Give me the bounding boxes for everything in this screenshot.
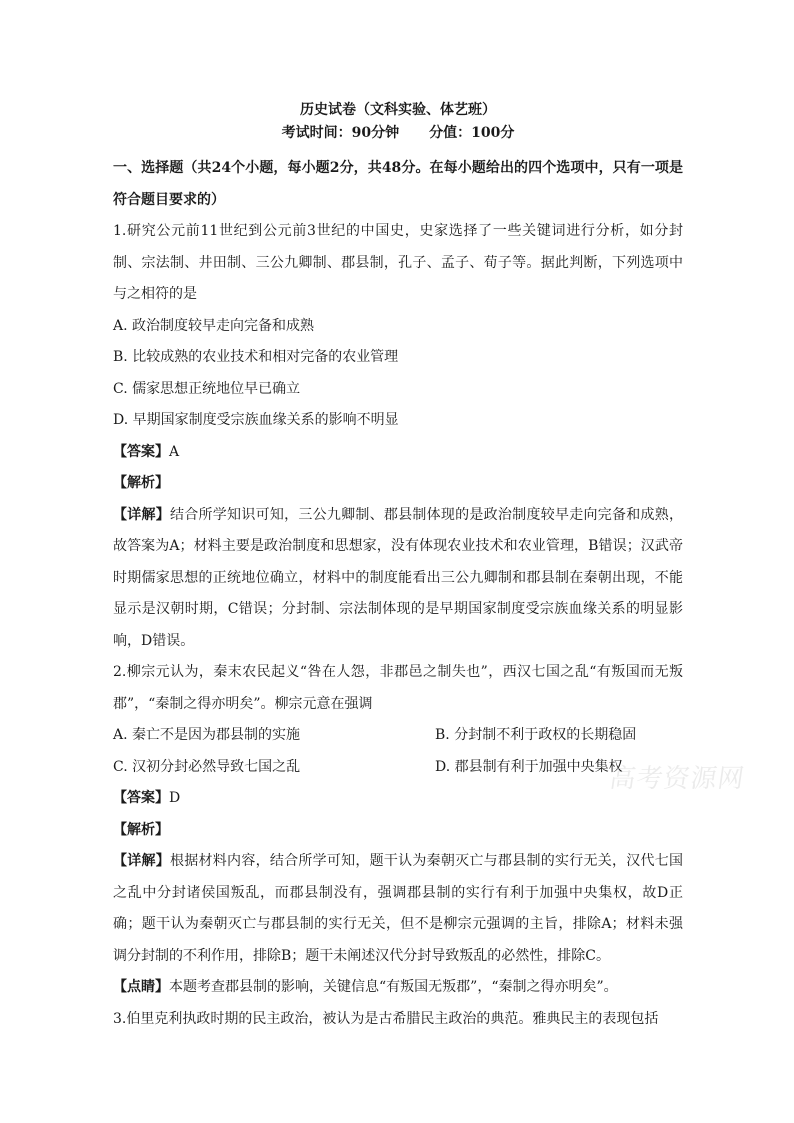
q1-answer-label: 【答案】 xyxy=(113,443,169,460)
q2-options-row-1 xyxy=(113,720,683,752)
q1-detail-text: 结合所学知识可知，三公九卿制、郡县制体现的是政治制度较早走向完备和成熟，故答案为A；材料主要是政治制度和思想家，没有体现农业技术和农业管理，B错误；汉武帝时期儒家思想的正统地位确立，材料中的制度能看出三公九卿制和郡县制在秦朝出现，不能显示是汉朝时期，C错误；分封制、宗法制体现的是早期国家制度受宗族血缘关系的明显影响，D错误。 xyxy=(113,506,684,649)
q1-detail xyxy=(113,500,683,658)
q1-stem: 1.研究公元前11世纪到公元前3世纪的中国史，史家选择了一些关键词进行分析，如分封制、宗法制、井田制、三公九卿制、郡县制，孔子、孟子、荀子等。据此判断，下列选项中与之相符的是 xyxy=(113,223,683,302)
exam-time: 考试时间：90分钟 xyxy=(281,125,400,141)
q2-options-row-2 xyxy=(113,752,683,784)
q3-stem: 3.伯里克利执政时期的民主政治，被认为是古希腊民主政治的典范。雅典民主的表现包括 xyxy=(113,1010,659,1027)
q1-answer xyxy=(113,437,683,469)
exam-title: 历史试卷（文科实验、体艺班） xyxy=(300,102,496,118)
q2-answer xyxy=(113,783,683,815)
q2-detail-text: 根据材料内容，结合所学可知，题干认为秦朝灭亡与郡县制的实行无关，汉代七国之乱中分封诸侯国叛乱，而郡县制没有，强调郡县制的实行有利于加强中央集权，故D正确；题干认为秦朝灭亡与郡县制的实行无关，但不是柳宗元强调的主旨，排除A；材料未强调分封制的不利作用，排除B；题干未阐述汉代分封导致叛乱的必然性，排除C。 xyxy=(113,853,684,964)
q2-point xyxy=(113,972,683,1004)
q2-option-c: C. 汉初分封必然导致七国之乱 xyxy=(113,758,301,775)
watermark-logo: 高考资源网 xyxy=(607,764,747,794)
q2-option-a: A. 秦亡不是因为郡县制的实施 xyxy=(113,727,301,743)
exam-score: 分值：100分 xyxy=(429,125,515,141)
q1-answer-value: A xyxy=(169,443,180,460)
q1-option-d: D. 早期国家制度受宗族血缘关系的影响不明显 xyxy=(113,412,399,428)
q1-detail-label: 【详解】 xyxy=(113,506,171,523)
q2-analysis-label: 【解析】 xyxy=(113,821,169,838)
q1-option-b: B. 比较成熟的农业技术和相对完备的农业管理 xyxy=(113,349,399,365)
q1-analysis-label: 【解析】 xyxy=(113,475,169,491)
q2-answer-label: 【答案】 xyxy=(113,790,169,806)
q2-answer-value: D xyxy=(169,790,181,806)
exam-subtitle xyxy=(113,123,683,153)
q2-detail xyxy=(113,846,683,972)
q2-point-label: 【点睛】 xyxy=(113,979,169,995)
q1-option-a: A. 政治制度较早走向完备和成熟 xyxy=(113,317,315,334)
q2-stem: 2.柳宗元认为，秦末农民起义“咎在人怨，非郡邑之制失也”，西汉七国之乱“有叛国而无叛郡”，“秦制之得亦明矣”。柳宗元意在强调 xyxy=(113,664,683,712)
q2-point-text: 本题考查郡县制的影响，关键信息“有叛国无叛郡”，“秦制之得亦明矣”。 xyxy=(169,979,618,995)
exam-page xyxy=(113,100,683,1035)
q2-detail-label: 【详解】 xyxy=(113,853,171,869)
q2-option-d: D. 郡县制有利于加强中央集权 xyxy=(435,758,623,775)
section-heading: 一、选择题（共24个小题，每小题2分，共48分。在每小题给出的四个选项中，只有一项是符合题目要求的） xyxy=(113,160,683,208)
q2-option-b: B. 分封制不利于政权的长期稳固 xyxy=(435,727,637,743)
q1-option-c: C. 儒家思想正统地位早已确立 xyxy=(113,380,301,397)
